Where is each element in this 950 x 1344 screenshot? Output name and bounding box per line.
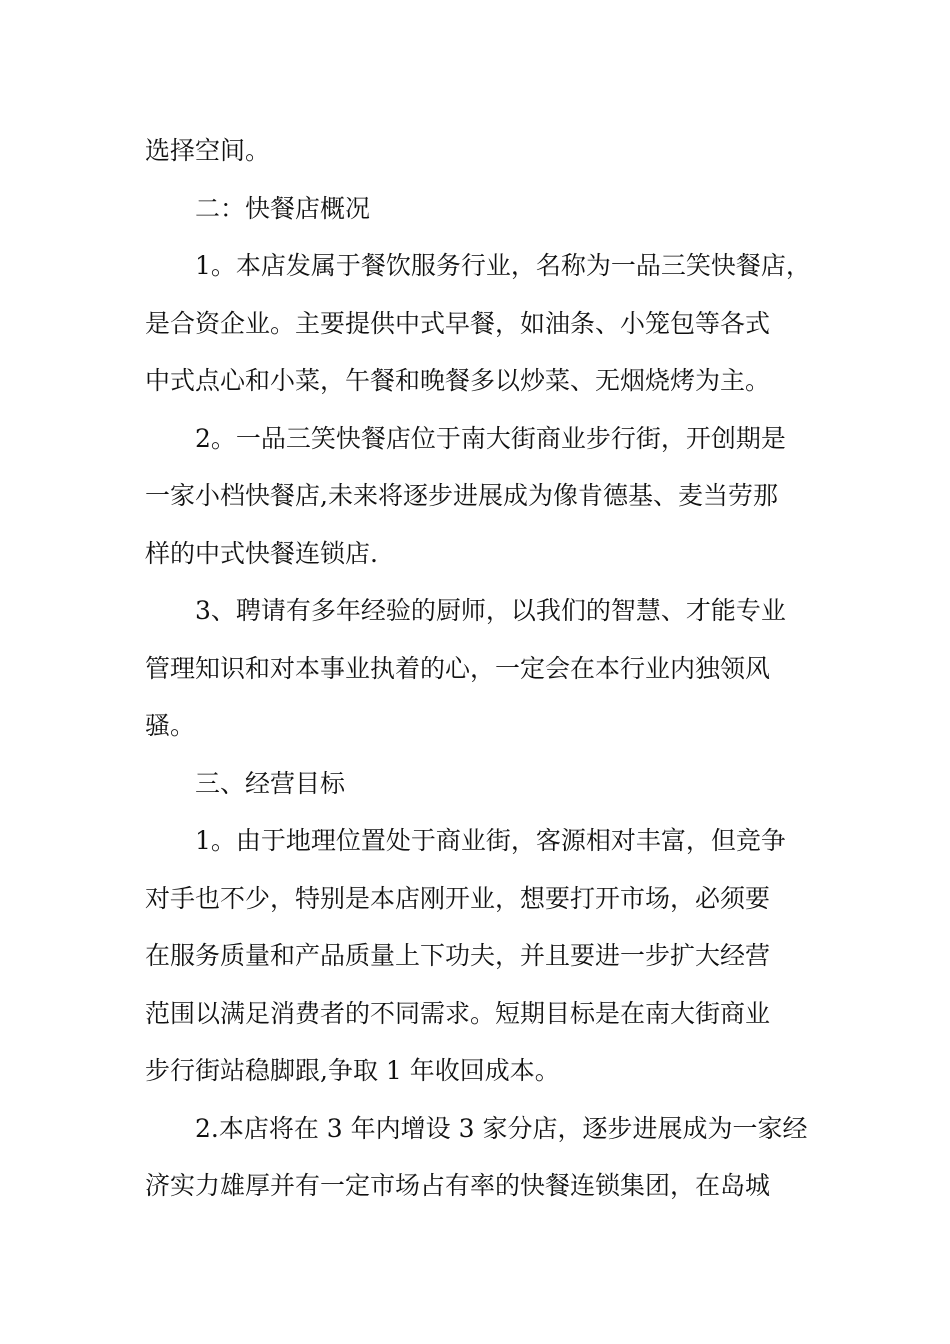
text-line: 济实力雄厚并有一定市场占有率的快餐连锁集团，在岛城	[145, 1171, 771, 1200]
text-line: 在服务质量和产品质量上下功夫，并且要进一步扩大经营	[145, 941, 771, 970]
text-line: 1。本店发属于餐饮服务行业，名称为一品三笑快餐店，	[195, 251, 811, 280]
text-line: 2.本店将在 3 年内增设 3 家分店，逐步进展成为一家经	[195, 1113, 808, 1143]
text-line: 1。由于地理位置处于商业街，客源相对丰富，但竞争	[195, 826, 786, 855]
text-line: 步行街站稳脚跟,争取 1 年收回成本。	[145, 1056, 560, 1085]
text-line: 选择空间。	[145, 136, 271, 165]
text-line: 2。一品三笑快餐店位于南大街商业步行街，开创期是	[195, 423, 786, 453]
text-line: 对手也不少，特别是本店刚开业，想要打开市场，必须要	[145, 883, 771, 913]
text-line: 范围以满足消费者的不同需求。短期目标是在南大街商业	[145, 998, 771, 1028]
text-line: 管理知识和对本事业执着的心，一定会在本行业内独领风	[145, 653, 771, 683]
text-line: 是合资企业。主要提供中式早餐，如油条、小笼包等各式	[145, 308, 771, 338]
document-body	[145, 122, 810, 1215]
section-heading: 三、经营目标	[195, 768, 346, 798]
text-line: 骚。	[145, 711, 196, 740]
text-line: 3、聘请有多年经验的厨师，以我们的智慧、才能专业	[195, 596, 786, 625]
text-line: 一家小档快餐店,未来将逐步进展成为像肯德基、麦当劳那	[145, 481, 778, 510]
section-heading: 二：快餐店概况	[195, 193, 371, 223]
text-line: 中式点心和小菜，午餐和晚餐多以炒菜、无烟烧烤为主。	[145, 366, 771, 395]
text-line: 样的中式快餐连锁店.	[145, 538, 378, 568]
